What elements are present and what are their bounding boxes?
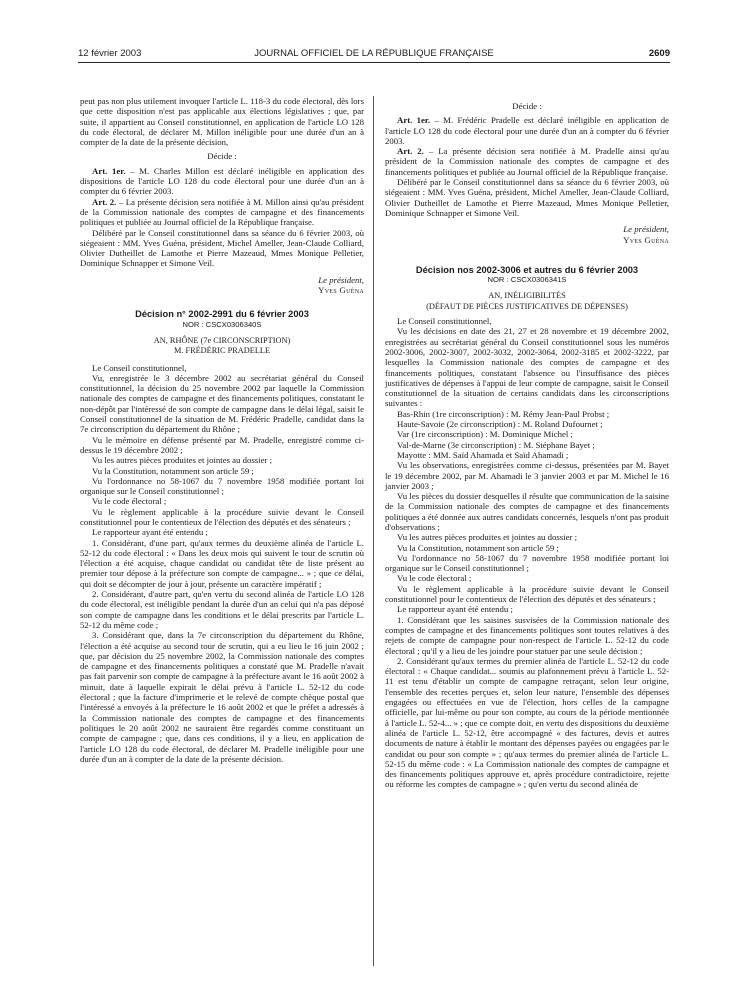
body-paragraph: Vu le règlement applicable à la procédure suivie devant le Conseil constitutionnel pour le contentieux de l'élection des députés et des sénateurs ; [385,583,669,605]
article-2: Art. 2. – La présente décision sera notifiée à M. Pradelle ainsi qu'au président de la Commission nationale des comptes de campagne et des financements politiques et publiée au Journal officiel de la République française. [385,146,669,177]
page-number: 2609 [648,48,670,59]
body-paragraph: Vu la Constitution, notamment son article 59 ; [92,465,254,476]
body-paragraph: 2. Considérant, d'autre part, qu'en vertu du second alinéa de l'article LO 128 du code électoral, est inéligible pendant la durée d'un an celui qui n'a pas déposé son compte de campagne dans les conditions et le délai prescrits par l'article L. 52-12 du même code ; [80,589,364,630]
body-paragraph: 2. Considérant qu'aux termes du premier alinéa de l'article L. 52-12 du code électoral : « Chaque candidat... soumis au plafonnement prévu à l'article L. 52-11 est tenu d'établir un compte de campagne retraçant, selon leur origine, l'ensemble des recettes perçues et, selon leur nature, l'ensemble des dépenses engagées ou effectuées en vue de l'élection, hors celles de la campagne officielle, par lui-même ou pour son compte, au cours de la période mentionnée à l'article L. 52-4... » ; que ce compte doit, en vertu des dispositions du deuxième alinéa de l'article L. 52-12, être accompagné « des factures, devis et autres documents de nature à établir le montant des dépenses payées ou engagées par le candidat ou pour son compte » ; qu'aux termes du premier alinéa de l'article L. 52-15 du même code : « La Commission nationale des comptes de campagne et des financements politiques approuve et, après procédure contradictoire, rejette ou réforme les comptes de campagne » ; qu'en vertu du second alinéa de [385,655,669,790]
body-paragraph: Vu les autres pièces produites et jointes au dossier ; [92,455,273,466]
page-header [78,48,670,62]
body-paragraph: Le rapporteur ayant été entendu ; [92,527,208,538]
signature-name: Yves Guéna [623,234,669,245]
signature-name: Yves Guéna [318,285,364,296]
body-paragraph: 1. Considérant que les saisines susvisées de la Commission nationale des comptes de campagne et des financements politiques sont toutes relatives à des rejets de compte de campagne pour non-respect de l'article L. 52-12 du code électoral ; qu'il y a lieu de les joindre pour statuer par une seule décision ; [385,614,669,656]
body-paragraph: Le Conseil constitutionnel, [92,362,187,373]
body-paragraph: Mayotte : MM. Saïd Ahamada et Saïd Ahamadi ; [397,449,569,460]
body-paragraph: 1. Considérant, d'une part, qu'aux termes du deuxième alinéa de l'article L. 52-12 du code électoral : « Dans les deux mois qui suivent le tour de scrutin où l'élection a été acquise, chaque candidat ou candidat tête de liste présent au premier tour dépose à la préfecture son compte de campagne... » ; que ce délai, qui doit se décompter de jour à jour, présente un caractère impératif ; [80,537,364,589]
header-rule [78,62,670,63]
body-paragraph: Vu, enregistrée le 3 décembre 2002 au secrétariat général du Conseil constitutionnel, la décision du 25 novembre 2002 par laquelle la Commission nationale des comptes de campagne et des financements politiques, constatant le non-dépôt par l'intéressé de son compte de campagne dans le délai légal, saisit le Conseil constitutionnel de la situation de M. Frédéric Pradelle, candidat dans la 7e circonscription du département du Rhône ; [80,372,364,435]
body-paragraph: Vu l'ordonnance no 58-1067 du 7 novembre 1958 modifiée portant loi organique sur le Conseil constitutionnel ; [385,552,669,574]
deliberation: Délibéré par le Conseil constitutionnel dans sa séance du 6 février 2003, où siégeaient : MM. Yves Guéna, président, Michel Ameller, Jean-Claude Colliard, Olivier Dutheillet de Lamothe et Pierre Mazeaud, Mmes Monique Pelletier, Dominique Schnapper et Simone Veil. [80,227,364,269]
paragraph: peut pas non plus utilement invoquer l'article L. 118-3 du code électoral, dès lors que cette disposition n'est pas applicable aux élections législatives ; que, par suite, il appartient au Conseil constitutionnel, en application de l'article LO 128 du code électoral, de déclarer M. Millon inéligible pour une durée d'un an à compter de la date de la présente décision, [80,96,364,148]
header-date: 12 février 2003 [78,48,142,59]
body-paragraph: 3. Considérant que, dans la 7e circonscription du département du Rhône, l'élection a été acquise au second tour de scrutin, qui a eu lieu le 16 juin 2002 ; que, par décision du 25 novembre 2002, la Commission nationale des comptes de campagne et des financements politiques a constaté que M. Pradelle n'avait pas fait parvenir son compte de campagne à la préfecture avant le 16 août 2002 à minuit, date à laquelle expirait le délai prévu à l'article L. 52-12 du code électoral ; que la facture d'imprimerie et le relevé de compte chèque postal que l'intéressé a envoyés à la préfecture le 16 août 2002 et que le préfet a adressés à la Commission nationale des comptes de campagne et des financements politiques le 20 août 2002 ne sauraient être regardés comme constituant un compte de campagne ; que, dans ces conditions, il y a lieu, en application de l'article LO 128 du code électoral, de déclarer M. Pradelle inéligible pour une durée d'un an à compter de la date de la présente décision. [80,630,364,764]
article-1: Art. 1er. – M. Charles Millon est déclaré inéligible en application des dispositions de l'article LO 128 du code électoral pour une durée d'un an à compter du 6 février 2003. [80,165,364,197]
body-paragraph: Vu le code électoral ; [397,573,472,584]
signature-role: Le président, [623,224,669,235]
decide-heading: Décide : [207,151,237,162]
subheading: AN, RHÔNE (7e CIRCONSCRIPTION) [153,335,291,345]
decision-title: Décision nos 2002-3006 et autres du 6 février 2003 [415,264,639,275]
journal-title: JOURNAL OFFICIEL DE LA RÉPUBLIQUE FRANÇAISE [254,48,494,59]
subheading: M. FRÉDÉRIC PRADELLE [173,346,271,356]
body-paragraph: Vu le mémoire en défense présenté par M. Pradelle, enregistré comme ci-dessus le 19 décembre 2002 ; [80,434,364,455]
body-paragraph: Var (1re circonscription) : M. Dominique Michel ; [397,429,573,440]
body-paragraph: Vu le code électoral ; [92,496,167,507]
decide-heading: Décide : [512,101,542,111]
column-divider [373,96,374,966]
left-column [80,96,364,764]
body-paragraph: Vu les décisions en date des 21, 27 et 28 novembre et 19 décembre 2002, enregistrées au secrétariat général du Conseil constitutionnel sous les numéros 2002-3006, 2002-3007, 2002-3032, 2002-3064, 2002-3185 et 2002-3222, par lesquelles la Commission nationale des comptes de campagne et des financements politiques, constatant l'absence ou l'insuffisance des pièces justificatives de dépenses à l'appui de leur compte de campagne, saisit le Conseil constitutionnel de la situation de certains candidats dans les circonscriptions suivantes : [385,326,669,409]
subheading: (DÉFAUT DE PIÈCES JUSTIFICATIVES DE DÉPENSES) [426,301,628,311]
subheading: AN, INÉLIGIBILITÉS [488,291,566,301]
body-paragraph: Le rapporteur ayant été entendu ; [397,604,513,615]
body-paragraph: Vu l'ordonnance no 58-1067 du 7 novembre 1958 modifiée portant loi organique sur le Conseil constitutionnel ; [80,475,364,497]
right-column [385,101,669,790]
body-paragraph: Vu les pièces du dossier desquelles il résulte que communication de la saisine de la Commission nationale des comptes de campagne et des financements politiques a été donnée aux autres candidats concernés, lesquels n'ont pas produit d'observations ; [385,491,669,532]
body-paragraph: Val-de-Marne (3e circonscription) : M. Stéphane Bayet ; [397,439,595,450]
nor-reference: NOR : CSCX0306340S [182,319,262,329]
body-paragraph: Vu le règlement applicable à la procédure suivie devant le Conseil constitutionnel pour le contentieux de l'élection des députés et des sénateurs ; [80,506,364,527]
nor-reference: NOR : CSCX0306341S [487,275,567,285]
article-1: Art. 1er. – M. Frédéric Pradelle est déclaré inéligible en application de l'article LO 128 du code électoral pour une durée d'un an à compter du 6 février 2003. [385,115,669,146]
signature-role: Le président, [318,274,364,285]
deliberation: Délibéré par le Conseil constitutionnel dans sa séance du 6 février 2003, où siégeaient : MM. Yves Guéna, président, Michel Ameller, Jean-Claude Colliard, Olivier Dutheillet de Lamothe et Pierre Mazeaud, Mmes Monique Pelletier, Dominique Schnapper et Simone Veil. [385,177,669,218]
body-paragraph: Haute-Savoie (2e circonscription) : M. Roland Dufournet ; [397,419,603,430]
body-paragraph: Vu la Constitution, notamment son article 59 ; [397,542,559,553]
body-paragraph: Vu les autres pièces produites et jointes au dossier ; [397,532,578,543]
article-2: Art. 2. – La présente décision sera notifiée à M. Millon ainsi qu'au président de la Commission nationale des comptes de campagne et des financements politiques et publiée au Journal officiel de la République française. [80,196,364,228]
decision-title: Décision n° 2002-2991 du 6 février 2003 [135,309,309,320]
body-paragraph: Vu les observations, enregistrées comme ci-dessus, présentées par M. Bayet le 19 décembre 2002, par M. Ahamadi le 3 janvier 2003 et par M. Michel le 16 janvier 2003 ; [385,460,669,491]
body-paragraph: Bas-Rhin (1re circonscription) : M. Rémy Jean-Paul Probst ; [397,408,610,419]
body-paragraph: Le Conseil constitutionnel, [397,316,492,327]
